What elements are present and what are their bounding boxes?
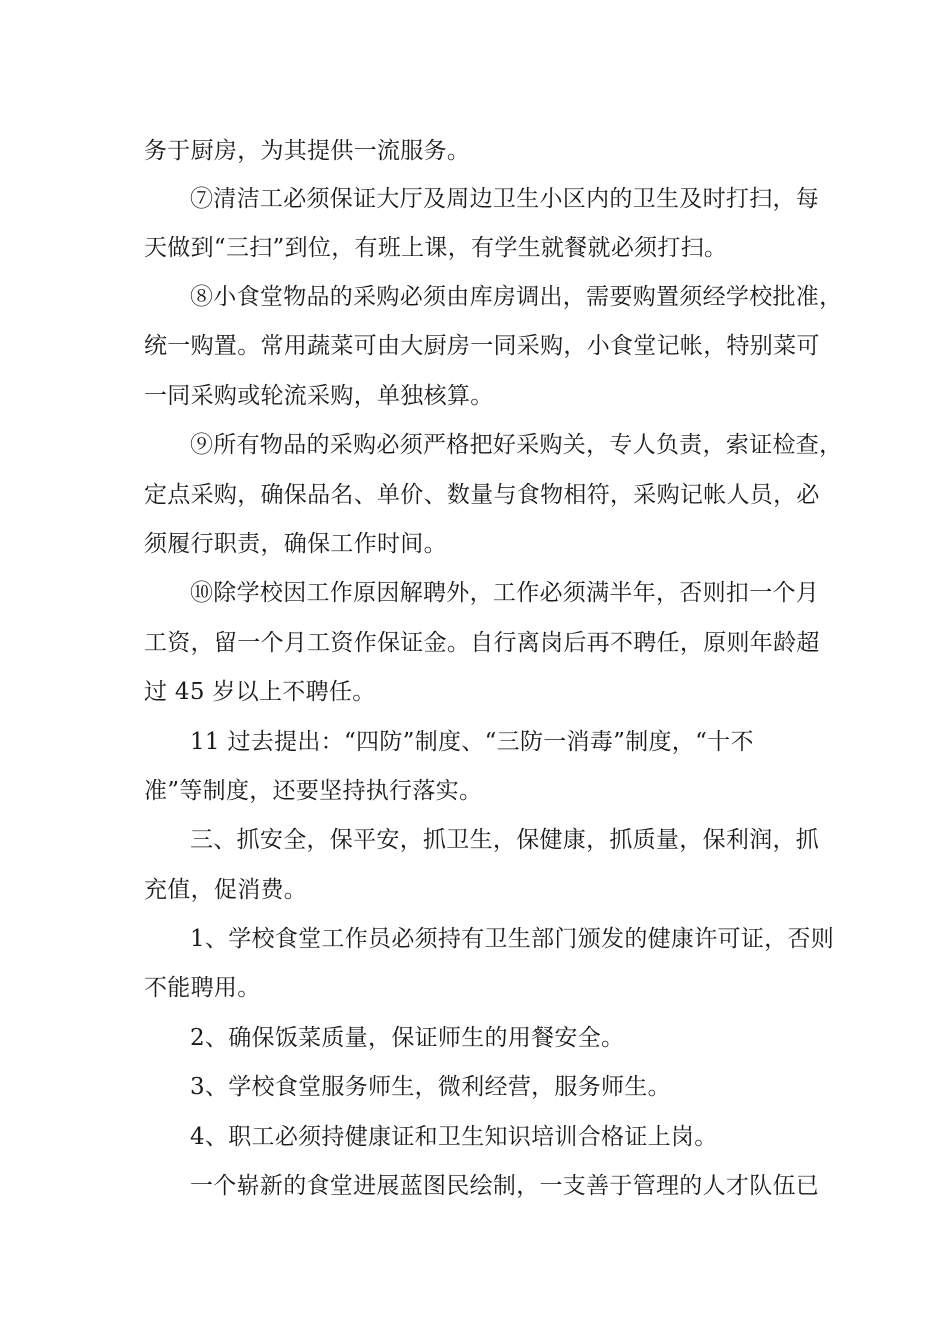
section-heading: 三、抓安全，保平安，抓卫生，保健康，抓质量，保利润，抓 bbox=[190, 827, 820, 853]
text-line: 不能聘用。 bbox=[144, 975, 261, 1001]
text-line: 过 45 岁以上不聘任。 bbox=[144, 679, 376, 705]
text-line: 须履行职责，确保工作时间。 bbox=[144, 531, 447, 557]
text-line: 务于厨房，为其提供一流服务。 bbox=[144, 138, 471, 164]
text-line: 一个崭新的食堂进展蓝图民绘制，一支善于管理的人才队伍已 bbox=[190, 1173, 820, 1199]
text-line: 一同采购或轮流采购，单独核算。 bbox=[144, 383, 494, 409]
text-line: 2、确保饭菜质量，保证师生的用餐安全。 bbox=[190, 1025, 625, 1051]
text-line: ⑩除学校因工作原因解聘外，工作必须满半年，否则扣一个月 bbox=[190, 580, 820, 606]
text-line: 1、学校食堂工作员必须持有卫生部门颁发的健康许可证，否则 bbox=[190, 926, 835, 952]
text-line: 天做到“三扫”到位，有班上课，有学生就餐就必须打扫。 bbox=[144, 235, 728, 261]
text-line: 工资，留一个月工资作保证金。自行离岗后再不聘任，原则年龄超 bbox=[144, 630, 820, 656]
text-line: 定点采购，确保品名、单价、数量与食物相符，采购记帐人员，必 bbox=[144, 482, 820, 508]
text-line: 3、学校食堂服务师生，微利经营，服务师生。 bbox=[190, 1074, 671, 1100]
text-line: ⑧小食堂物品的采购必须由库房调出，需要购置须经学校批准， bbox=[190, 284, 843, 310]
text-line: 准”等制度，还要坚持执行落实。 bbox=[144, 778, 483, 804]
text-line: 统一购置。常用蔬菜可由大厨房一同采购，小食堂记帐，特别菜可 bbox=[144, 333, 820, 359]
text-line: ⑦清洁工必须保证大厅及周边卫生小区内的卫生及时打扫，每 bbox=[190, 186, 820, 212]
text-line: 4、职工必须持健康证和卫生知识培训合格证上岗。 bbox=[190, 1124, 718, 1150]
text-line: ⑨所有物品的采购必须严格把好采购关，专人负责，索证检查， bbox=[190, 432, 843, 458]
text-line: 11 过去提出：“四防”制度、“三防一消毒”制度，“十不 bbox=[190, 729, 754, 755]
text-line: 充值，促消费。 bbox=[144, 877, 308, 903]
